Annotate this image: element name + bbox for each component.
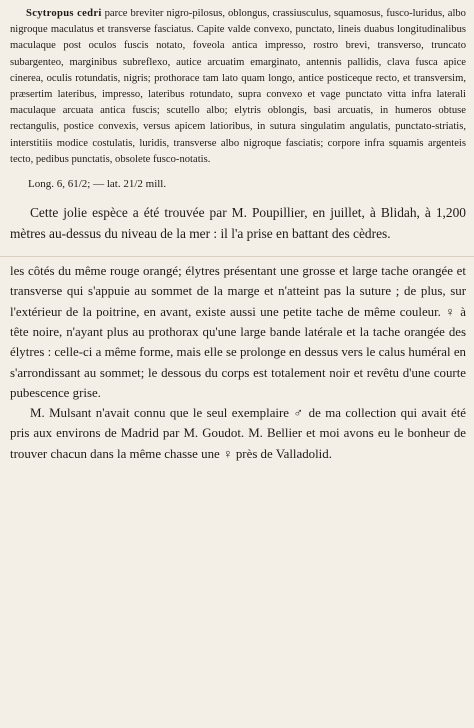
paragraph-collection: M. Mulsant n'avait connu que le seul exemplaire ♂ de ma collection qui avait été pris aux environs de Madrid par M. Goudot. M. Bellier et moi avons eu le bonheur de trouver chacun dans la même chasse une ♀ près de Valladolid. — [10, 406, 466, 461]
measurement-line: Long. 6, 61/2; — lat. 21/2 mill. — [28, 178, 167, 191]
latin-description — [10, 6, 466, 168]
paragraph-description: les côtés du même rouge orangé; élytres présentant une grosse et large tache orangée et transverse qui s'appuie au sommet de la marge et n'atteint pas la suture ; de plus, sur l'extérieur de la poitrine, en avant, existe aussi une petite tache de même couleur. ♀ à tête noire, n'ayant plus au prothorax qu'une large bande latérale et la tache orangée des élytres : celle-ci a même forme, mais elle se prolonge en dessus vers le calus huméral en s'arrondissant au sommet; le dessous du corps est totalement noir et revêtu d'une courte pubescence grise. — [10, 264, 466, 400]
species-name: Scytropus cedri — [26, 8, 102, 19]
paragraph-discovery: Cette jolie espèce a été trouvée par M. Poupillier, en juillet, à Blidah, à 1,200 mètres au-dessus du niveau de la mer : il l'a prise en battant des cèdres. — [10, 205, 466, 241]
latin-description-text: parce breviter nigro-pilosus, oblongus, crassiusculus, squamosus, fusco-luridus, albo nigroque maculatus et transverse fasciatus. Capite valde convexo, punctato, lineis duabus longitudinalibus maculaque post oculos fuscis notato, foveola antica impresso, rostro brevi, transverso, truncato subargenteo, marginibus subreflexo, autice arcuatim emarginato, antennis pallidis, clava fusca apice cinerea, oculis rotundatis, nigris; prothorace tam lato quam longo, antice posticeque recto, et transversim, præsertim lateribus, impresso, lateribus rotundato, supra convexo et vage punctato vitta infra laterali maculaque arcuata antica fuscis; scutello albo; elytris oblongis, basi arcuatis, in humeros obtuse rectangulis, postice convexis, versus apicem latioribus, in sutura singulatim angulatis, punctato-striatis, interstitiis modice costulatis, luridis, transverse albo nigroque fasciatis; corpore infra squamis argenteis tecto, pedibus punctatis, obsolete fusco-notatis. — [10, 8, 466, 165]
section-divider — [0, 256, 474, 257]
